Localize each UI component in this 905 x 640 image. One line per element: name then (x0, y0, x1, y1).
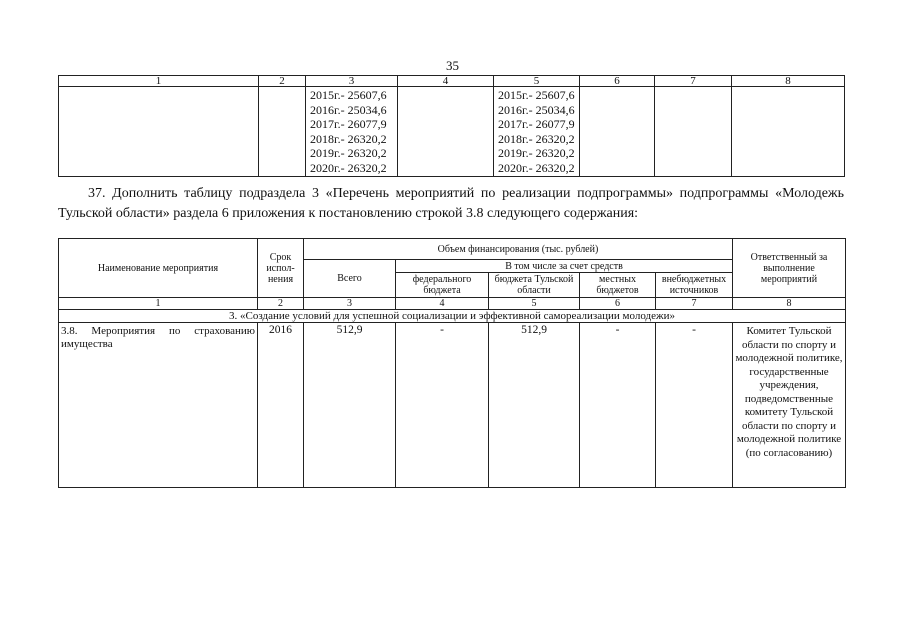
year-value: 2017г.- 26077,9 (498, 117, 575, 131)
year-value: 2019г.- 26320,2 (498, 146, 575, 160)
header-offbudget: внебюджетных источников (656, 273, 733, 298)
year-values-col5 (494, 87, 580, 177)
year-value: 2019г.- 26320,2 (310, 146, 387, 160)
year-value: 2017г.- 26077,9 (310, 117, 387, 131)
section-row (59, 310, 846, 323)
col-number: 5 (489, 298, 580, 310)
header-including: В том числе за счет средств (396, 260, 733, 273)
page-number: 35 (446, 58, 459, 73)
header-total: Всего (304, 260, 396, 298)
col-number: 6 (580, 76, 655, 87)
year-value: 2020г.- 26320,2 (310, 160, 387, 175)
top-table-row (59, 87, 845, 177)
year-value: 2015г.- 25607,6 (310, 88, 387, 102)
table-cell (59, 87, 259, 177)
funding-offbudget: - (656, 323, 733, 488)
col-number: 7 (656, 298, 733, 310)
year-values-col3 (306, 87, 398, 177)
table-cell (732, 87, 845, 177)
table-cell (655, 87, 732, 177)
funding-regional: 512,9 (489, 323, 580, 488)
responsible-party: Комитет Тульской области по спорту и молодежной политике, государственные учреждения, подведомственные комитету Тульской области по спорту и молодежной политике (по согласованию) (733, 323, 846, 488)
year-value: 2016г.- 25034,6 (498, 102, 575, 117)
funding-federal: - (396, 323, 489, 488)
column-number-row (59, 298, 846, 310)
activity-term: 2016 (258, 323, 304, 488)
col-number: 2 (258, 298, 304, 310)
table-row (59, 323, 846, 488)
header-responsible: Ответственный за выполнение мероприятий (733, 239, 846, 298)
header-term: Срок испол-нения (258, 239, 304, 298)
table-cell (580, 87, 655, 177)
header-name: Наименование мероприятия (59, 239, 258, 298)
col-number: 4 (396, 298, 489, 310)
header-regional: бюджета Тульской области (489, 273, 580, 298)
year-value: 2020г.- 26320,2 (498, 160, 575, 175)
col-number: 2 (259, 76, 306, 87)
col-number: 5 (494, 76, 580, 87)
activity-name: 3.8. Мероприятия по страхованию имущества (59, 323, 258, 488)
col-number: 3 (306, 76, 398, 87)
col-number: 1 (59, 298, 258, 310)
table-cell (398, 87, 494, 177)
funding-local: - (580, 323, 656, 488)
amendment-paragraph: 37. Дополнить таблицу подраздела 3 «Перечень мероприятий по реализации подпрограммы» подпрограммы «Молодежь Тульской области» раздела 6 приложения к постановлению строкой 3.8 следующего содержания: (58, 186, 844, 221)
table-cell (259, 87, 306, 177)
section-title: 3. «Создание условий для успешной социализации и эффективной самореализации молодежи» (59, 310, 846, 323)
top-table (58, 75, 845, 177)
col-number: 8 (733, 298, 846, 310)
col-number: 6 (580, 298, 656, 310)
year-value: 2018г.- 26320,2 (498, 131, 575, 146)
funding-total: 512,9 (304, 323, 396, 488)
year-value: 2018г.- 26320,2 (310, 131, 387, 146)
col-number: 3 (304, 298, 396, 310)
header-row (59, 239, 846, 260)
header-local: местных бюджетов (580, 273, 656, 298)
year-value: 2016г.- 25034,6 (310, 102, 387, 117)
year-value: 2015г.- 25607,6 (498, 88, 575, 102)
header-funding: Объем финансирования (тыс. рублей) (304, 239, 733, 260)
header-federal: федерального бюджета (396, 273, 489, 298)
col-number: 8 (732, 76, 845, 87)
col-number: 7 (655, 76, 732, 87)
col-number: 4 (398, 76, 494, 87)
col-number: 1 (59, 76, 259, 87)
main-table (58, 238, 846, 488)
top-table-header-row (59, 76, 845, 87)
